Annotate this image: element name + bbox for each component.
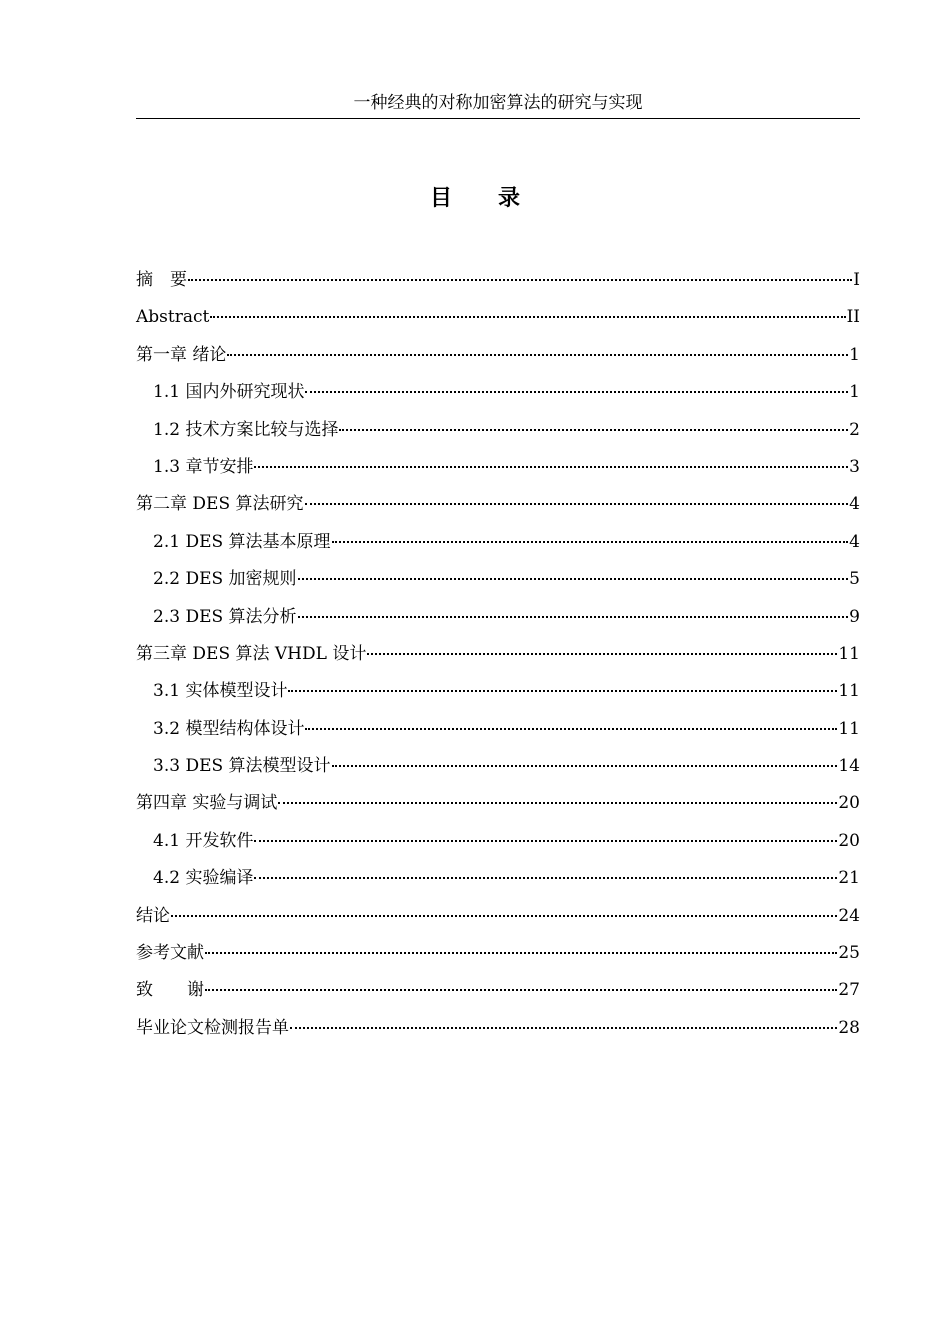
toc-entry-acknowledgements[interactable]: [136, 975, 860, 1012]
toc-entry-chapter-3[interactable]: [136, 639, 860, 676]
toc-leader-dots: [339, 419, 848, 431]
toc-title-char-1: 目: [429, 185, 452, 211]
toc-entry-page: 20: [838, 793, 860, 814]
toc-entry-page: 11: [838, 681, 860, 702]
toc-list: [136, 265, 860, 1050]
toc-entry-page: 11: [838, 643, 860, 664]
toc-entry-plagiarism-report[interactable]: [136, 1013, 860, 1050]
header-title: 一种经典的对称加密算法的研究与实现: [353, 93, 643, 113]
toc-entry-page: 25: [838, 943, 860, 964]
toc-entry-conclusion[interactable]: [136, 901, 860, 938]
toc-entry-label: 3.3 DES 算法模型设计: [153, 756, 331, 777]
toc-leader-dots: [278, 792, 837, 804]
toc-entry-page: 20: [838, 830, 860, 851]
toc-leader-dots: [205, 979, 837, 991]
toc-leader-dots: [254, 456, 848, 468]
toc-entry-abstract-cn[interactable]: [136, 265, 860, 302]
toc-entry-label: 致 谢: [136, 980, 204, 1001]
toc-entry-section-1-2[interactable]: [136, 415, 860, 452]
toc-entry-label: 1.1 国内外研究现状: [153, 382, 305, 403]
toc-entry-section-3-1[interactable]: [136, 676, 860, 713]
toc-leader-dots: [188, 269, 852, 281]
toc-entry-page: 4: [849, 494, 860, 515]
toc-entry-section-1-1[interactable]: [136, 377, 860, 414]
toc-entry-page: II: [846, 307, 860, 328]
toc-leader-dots: [305, 493, 849, 505]
toc-entry-references[interactable]: [136, 938, 860, 975]
toc-entry-chapter-1[interactable]: [136, 340, 860, 377]
toc-leader-dots: [332, 755, 838, 767]
toc-leader-dots: [171, 905, 837, 917]
toc-entry-page: 1: [849, 382, 860, 403]
toc-entry-page: 9: [849, 606, 860, 627]
toc-leader-dots: [254, 867, 837, 879]
toc-entry-page: 1: [849, 344, 860, 365]
toc-entry-label: 4.1 开发软件: [153, 830, 254, 851]
toc-leader-dots: [227, 344, 848, 356]
toc-entry-page: 11: [838, 718, 860, 739]
toc-entry-page: 28: [838, 1017, 860, 1038]
toc-entry-page: 27: [838, 980, 860, 1001]
toc-entry-page: 4: [849, 531, 860, 552]
toc-entry-label: 2.1 DES 算法基本原理: [153, 531, 331, 552]
toc-entry-label: Abstract: [136, 307, 210, 328]
toc-entry-section-2-1[interactable]: [136, 527, 860, 564]
toc-entry-label: 1.3 章节安排: [153, 456, 254, 477]
toc-entry-page: 2: [849, 419, 860, 440]
page-header: [136, 92, 860, 119]
toc-entry-label: 3.2 模型结构体设计: [153, 718, 305, 739]
toc-leader-dots: [288, 680, 837, 692]
toc-entry-page: 5: [849, 569, 860, 590]
toc-entry-label: 第二章 DES 算法研究: [136, 494, 304, 515]
toc-entry-page: I: [853, 270, 860, 290]
toc-entry-label: 摘 要: [136, 270, 187, 290]
toc-entry-label: 3.1 实体模型设计: [153, 681, 288, 702]
toc-leader-dots: [298, 568, 849, 580]
toc-entry-label: 2.2 DES 加密规则: [153, 569, 297, 590]
toc-entry-label: 第一章 绪论: [136, 344, 227, 365]
toc-entry-chapter-4[interactable]: [136, 788, 860, 825]
toc-entry-label: 2.3 DES 算法分析: [153, 606, 297, 627]
toc-leader-dots: [305, 718, 837, 730]
toc-entry-page: 24: [838, 905, 860, 926]
toc-entry-page: 14: [838, 756, 860, 777]
toc-leader-dots: [210, 306, 845, 318]
toc-leader-dots: [367, 643, 837, 655]
toc-entry-page: 21: [838, 868, 860, 889]
toc-entry-label: 4.2 实验编译: [153, 868, 254, 889]
toc-entry-label: 第三章 DES 算法 VHDL 设计: [136, 643, 367, 664]
toc-entry-section-3-2[interactable]: [136, 714, 860, 751]
toc-title-char-2: 录: [498, 185, 521, 211]
toc-leader-dots: [254, 830, 837, 842]
toc-entry-page: 3: [849, 456, 860, 477]
toc-entry-label: 参考文献: [136, 943, 204, 964]
toc-entry-section-2-2[interactable]: [136, 564, 860, 601]
toc-entry-abstract-en[interactable]: [136, 302, 860, 339]
toc-title: [0, 182, 950, 214]
toc-entry-label: 第四章 实验与调试: [136, 793, 278, 814]
toc-entry-section-3-3[interactable]: [136, 751, 860, 788]
toc-leader-dots: [205, 942, 837, 954]
toc-entry-section-1-3[interactable]: [136, 452, 860, 489]
toc-leader-dots: [332, 531, 849, 543]
toc-leader-dots: [305, 381, 848, 393]
toc-leader-dots: [290, 1017, 837, 1029]
toc-entry-section-4-1[interactable]: [136, 826, 860, 863]
toc-entry-section-2-3[interactable]: [136, 602, 860, 639]
toc-entry-section-4-2[interactable]: [136, 863, 860, 900]
toc-entry-label: 1.2 技术方案比较与选择: [153, 419, 339, 440]
toc-entry-label: 结论: [136, 905, 170, 926]
toc-entry-label: 毕业论文检测报告单: [136, 1017, 289, 1038]
toc-leader-dots: [298, 606, 849, 618]
toc-entry-chapter-2[interactable]: [136, 489, 860, 526]
